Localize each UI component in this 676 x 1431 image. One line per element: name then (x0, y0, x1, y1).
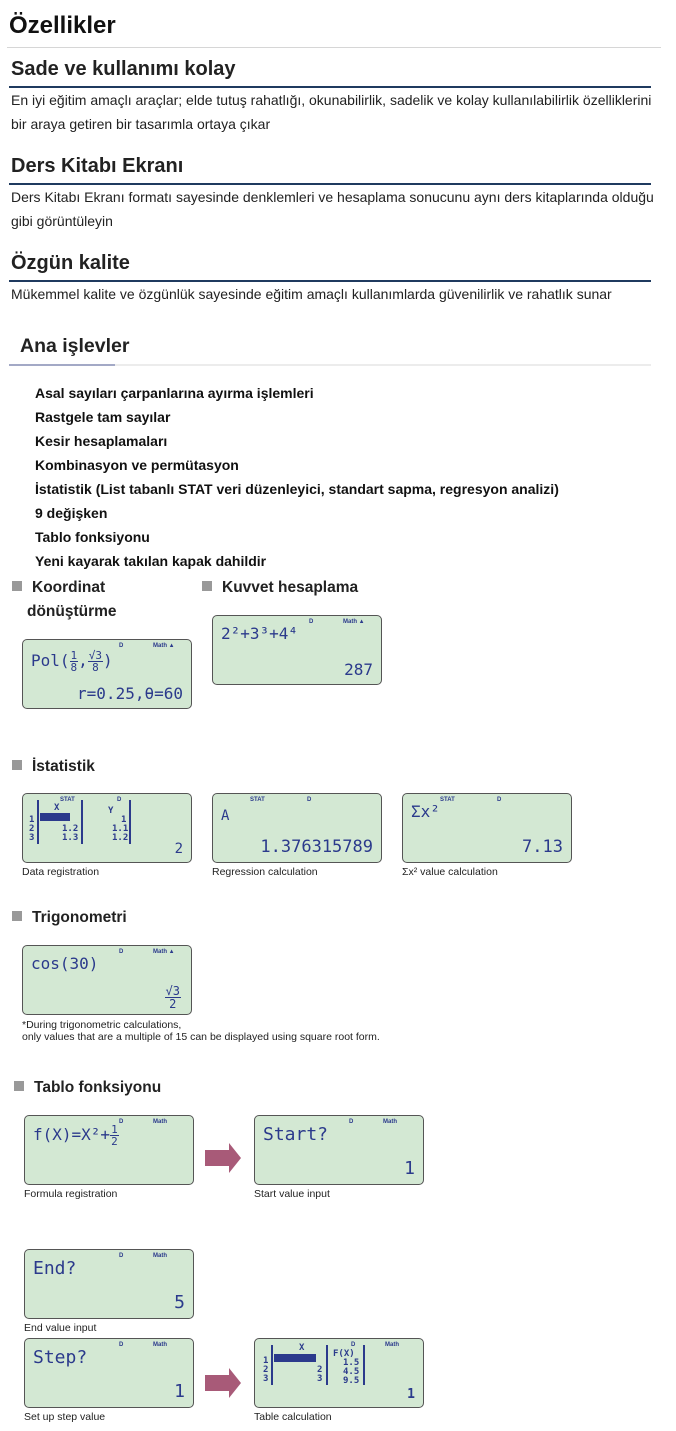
indicator-math: Math ▲ (153, 949, 175, 955)
lcd-screen-end (24, 1249, 194, 1319)
table-divider (271, 1345, 273, 1385)
arrow-right-icon (205, 1143, 241, 1173)
row-number: 3 (263, 1374, 269, 1384)
row-number: 1 (263, 1356, 269, 1366)
lcd-text: f(X)=X²+ (33, 1125, 111, 1144)
indicator-d: D (119, 1253, 124, 1259)
fx-value: 4.5 (343, 1367, 360, 1377)
denominator: 8 (70, 661, 78, 674)
caption-table-calc: Table calculation (254, 1411, 332, 1423)
fraction (70, 650, 79, 673)
square-bullet-icon (14, 1081, 24, 1091)
column-header-x: X (299, 1343, 305, 1353)
column-header-fx: F(X) (333, 1349, 355, 1359)
caption-data-registration: Data registration (22, 866, 100, 878)
lcd-expression: A (221, 808, 230, 824)
indicator-d: D (119, 1342, 124, 1348)
y-value: 1.2 (112, 833, 129, 843)
denominator: 2 (169, 997, 177, 1011)
denominator: 2 (111, 1135, 118, 1148)
feature-title-text: Kuvvet hesaplama (222, 579, 359, 596)
feature-title-statistics (12, 755, 95, 779)
arrow-right-icon (205, 1368, 241, 1398)
square-bullet-icon (12, 911, 22, 921)
lcd-screen-coordinate (22, 639, 192, 709)
numerator: 1 (111, 1123, 118, 1136)
lcd-prompt: Start? (263, 1124, 329, 1145)
lcd-result: 1.376315789 (260, 837, 373, 857)
list-item: İstatistik (List tabanlı STAT veri düzenleyici, standart sapma, regresyon analizi) (35, 481, 559, 497)
row-number: 2 (29, 824, 35, 834)
feature-title-table (14, 1076, 161, 1100)
section-heading-textbook: Ders Kitabı Ekranı (11, 155, 184, 177)
indicator-d: D (349, 1119, 354, 1125)
lcd-expression: 2²+3³+4⁴ (221, 624, 299, 643)
arrow-shape (205, 1368, 241, 1398)
caption-start: Start value input (254, 1188, 330, 1200)
indicator-d: D (309, 619, 314, 625)
lcd-screen-formula (24, 1115, 194, 1185)
denominator: 8 (92, 661, 99, 674)
square-bullet-icon (12, 760, 22, 770)
square-bullet-icon (202, 581, 212, 591)
table-divider (363, 1345, 365, 1385)
feature-title-power (202, 576, 358, 600)
feature-title-text: İstatistik (32, 758, 95, 775)
lcd-expression: cos(30) (31, 954, 99, 973)
functions-heading-underline (9, 364, 115, 366)
feature-title-coordinate (12, 576, 105, 600)
indicator-math: Math (385, 1342, 399, 1348)
feature-title-text: Koordinat (32, 579, 106, 596)
lcd-text: Pol( (31, 651, 70, 670)
feature-title-coordinate-line2: dönüştürme (27, 603, 117, 620)
column-header-y: Y (108, 806, 114, 816)
table-cursor-cell (40, 813, 70, 821)
lcd-screen-step (24, 1338, 194, 1408)
section-heading-quality: Özgün kalite (11, 252, 130, 274)
caption-regression: Regression calculation (212, 866, 318, 878)
lcd-cursor-row: 1 (407, 1387, 415, 1402)
lcd-prompt: Step? (33, 1347, 88, 1368)
x-value: 1.2 (62, 824, 79, 834)
numerator: 1 (70, 649, 78, 662)
list-item: Kesir hesaplamaları (35, 433, 168, 449)
table-divider (81, 800, 83, 844)
section-text-simple: En iyi eğitim amaçlı araçlar; elde tutuş rahatlığı, okunabilirlik, sadelik ve kolay kullanılabilirlik özelliklerini bir araya getiren bir tasarımla ortaya çıkar (11, 92, 652, 132)
lcd-screen-start (254, 1115, 424, 1185)
functions-list (35, 381, 559, 573)
indicator-math: Math (153, 1253, 167, 1259)
list-item: 9 değişken (35, 505, 108, 521)
feature-title-text: Tablo fonksiyonu (34, 1079, 162, 1096)
title-divider (7, 47, 661, 48)
square-bullet-icon (12, 581, 22, 591)
lcd-result: 287 (344, 660, 373, 679)
x-value: 3 (317, 1374, 323, 1384)
x-value: 2 (317, 1365, 323, 1375)
indicator-stat: STAT (440, 797, 455, 803)
lcd-text: ) (103, 651, 113, 670)
list-item: Tablo fonksiyonu (35, 529, 150, 545)
lcd-value: 5 (174, 1292, 185, 1313)
lcd-expression (33, 1124, 119, 1147)
lcd-result: r=0.25,θ=60 (77, 684, 183, 703)
lcd-cursor-row: 2 (174, 841, 183, 857)
indicator-d: D (119, 643, 124, 649)
lcd-screen-trigonometry (22, 945, 192, 1015)
feature-title-text: Trigonometri (32, 909, 127, 926)
table-divider (129, 800, 131, 844)
indicator-d: D (351, 1342, 356, 1348)
lcd-expression: Pol( $\frac{1}{8}$ , $\frac{√3}{8}$ ) (31, 649, 113, 674)
fraction (110, 1124, 119, 1147)
indicator-stat: STAT (250, 797, 265, 803)
indicator-d: D (307, 797, 312, 803)
table-cursor-cell (274, 1354, 316, 1362)
note-line: only values that are a multiple of 15 can be displayed using square root form. (22, 1031, 380, 1043)
caption-formula: Formula registration (24, 1188, 118, 1200)
fx-value: 9.5 (343, 1376, 360, 1386)
list-item: Yeni kayarak takılan kapak dahildir (35, 553, 267, 569)
caption-sum-x2: Σx² value calculation (402, 866, 498, 878)
lcd-screen-regression (212, 793, 382, 863)
lcd-screen-sum-x2 (402, 793, 572, 863)
fraction (165, 985, 181, 1010)
y-value: 1 (121, 815, 127, 825)
lcd-expression: Σx² (411, 802, 440, 821)
feature-title-trigonometry (12, 906, 127, 930)
indicator-math: Math (153, 1342, 167, 1348)
arrow-shape (205, 1143, 241, 1173)
x-value: 1.3 (62, 833, 79, 843)
list-item: Rastgele tam sayılar (35, 409, 171, 425)
indicator-math: Math ▲ (153, 643, 175, 649)
y-value: 1.1 (112, 824, 129, 834)
indicator-math: Math ▲ (343, 619, 365, 625)
lcd-prompt: End? (33, 1258, 77, 1279)
indicator-d: D (119, 1119, 124, 1125)
indicator-math: Math (153, 1119, 167, 1125)
lcd-value: 1 (174, 1381, 185, 1402)
list-item: Kombinasyon ve permütasyon (35, 457, 239, 473)
column-header-x: X (54, 803, 60, 813)
functions-heading: Ana işlevler (20, 335, 130, 357)
row-number: 2 (263, 1365, 269, 1375)
note-line: *During trigonometric calculations, (22, 1019, 182, 1031)
list-item: Asal sayıları çarpanlarına ayırma işlemleri (35, 385, 314, 401)
indicator-d: D (119, 949, 124, 955)
table-divider (326, 1345, 328, 1385)
caption-step: Set up step value (24, 1411, 106, 1423)
indicator-stat: STAT (60, 797, 75, 803)
fraction (88, 650, 103, 673)
section-text-quality: Mükemmel kalite ve özgünlük sayesinde eğitim amaçlı kullanımlarda güvenilirlik ve rahatlık sunar (11, 286, 612, 302)
functions-heading-divider (115, 364, 651, 366)
row-number: 3 (29, 833, 35, 843)
indicator-d: D (497, 797, 502, 803)
lcd-screen-data-registration (22, 793, 192, 863)
lcd-screen-power (212, 615, 382, 685)
caption-end: End value input (24, 1322, 97, 1334)
numerator: √3 (165, 984, 180, 998)
indicator-d: D (117, 797, 122, 803)
fx-value: 1.5 (343, 1358, 360, 1368)
indicator-math: Math (383, 1119, 397, 1125)
table-divider (37, 800, 39, 844)
trig-note (22, 1019, 380, 1043)
lcd-screen-table-calc (254, 1338, 424, 1408)
numerator: √3 (88, 649, 103, 662)
lcd-result: 7.13 (522, 837, 563, 857)
lcd-result (165, 985, 181, 1010)
section-text-textbook: Ders Kitabı Ekranı formatı sayesinde denklemleri ve hesaplama sonucunu aynı ders kitaplarında olduğu gibi görüntüleyin (11, 189, 654, 229)
row-number: 1 (29, 815, 35, 825)
page-title: Özellikler (9, 12, 116, 39)
lcd-value: 1 (404, 1158, 415, 1179)
section-heading-simple: Sade ve kullanımı kolay (11, 58, 236, 80)
